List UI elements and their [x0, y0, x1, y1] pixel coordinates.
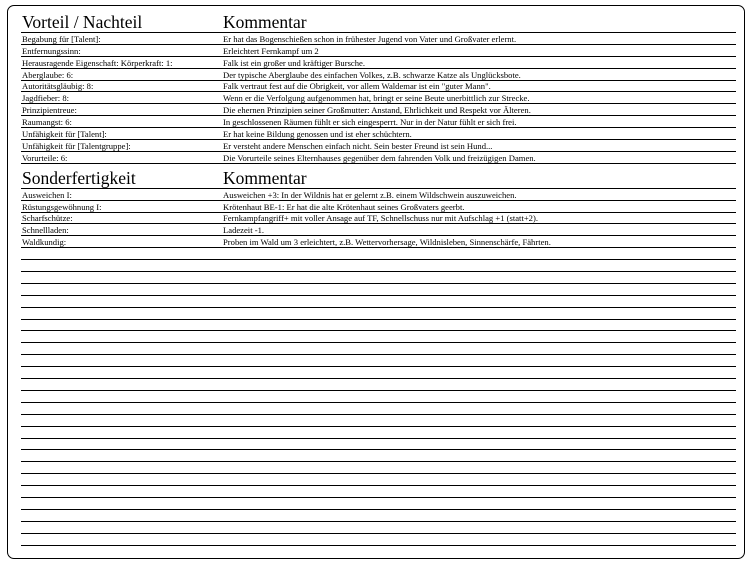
row-name: Raumangst: 6:: [22, 117, 72, 128]
vorteile-header-comment: Kommentar: [223, 12, 307, 32]
table-row: [21, 189, 736, 201]
blank-line: [21, 272, 736, 284]
row-name: Vorurteile: 6:: [22, 152, 68, 163]
character-sheet: [21, 11, 736, 546]
blank-line: [21, 439, 736, 451]
row-name: Schnellladen:: [22, 225, 69, 236]
blank-line: [21, 462, 736, 474]
row-name: Aberglaube: 6:: [22, 69, 74, 80]
table-row: [21, 45, 736, 57]
blank-line: [21, 522, 736, 534]
row-comment: Fernkampfangriff+ mit voller Ansage auf TF, Schnellschuss nur mit Aufschlag +1 (statt+2).: [223, 213, 538, 224]
blank-line: [21, 486, 736, 498]
vorteile-header-title: Vorteil / Nachteil: [22, 12, 143, 32]
row-comment: Er hat das Bogenschießen schon in frühester Jugend von Vater und Großvater erlernt.: [223, 33, 517, 44]
blank-line: [21, 284, 736, 296]
row-name: Ausweichen I:: [22, 189, 72, 200]
row-comment: Ausweichen +3: In der Wildnis hat er gelernt z.B. einem Wildschwein auszuweichen.: [223, 189, 517, 200]
row-name: Unfähigkeit für [Talentgruppe]:: [22, 140, 131, 151]
blank-line: [21, 355, 736, 367]
table-row: [21, 104, 736, 116]
sonderfertigkeiten-header: [21, 167, 736, 189]
table-row: [21, 201, 736, 213]
blank-line: [21, 379, 736, 391]
row-name: Begabung für [Talent]:: [22, 33, 101, 44]
sonderfertigkeiten-header-title: Sonderfertigkeit: [22, 167, 136, 188]
row-comment: Er versteht andere Menschen einfach nicht. Sein bester Freund ist sein Hund...: [223, 140, 493, 151]
blank-line: [21, 391, 736, 403]
blank-line: [21, 450, 736, 462]
row-comment: Wenn er die Verfolgung aufgenommen hat, bringt er seine Beute unerbittlich zur Strecke.: [223, 93, 530, 104]
blank-line: [21, 403, 736, 415]
table-row: [21, 140, 736, 152]
table-row: [21, 33, 736, 45]
blank-line: [21, 534, 736, 546]
row-name: Herausragende Eigenschaft: Körperkraft: 1:: [22, 57, 173, 68]
row-name: Autoritätsgläubig: 8:: [22, 81, 94, 92]
row-comment: Proben im Wald um 3 erleichtert, z.B. Wettervorhersage, Wildnisleben, Sinnenschärfe, Fährten.: [223, 237, 551, 248]
table-row: [21, 92, 736, 104]
row-name: Rüstungsgewöhnung I:: [22, 201, 102, 212]
blank-line: [21, 260, 736, 272]
row-name: Waldkundig:: [22, 237, 67, 248]
row-comment: Falk vertraut fest auf die Obrigkeit, vor allem Waldemar ist ein "guter Mann".: [223, 81, 491, 92]
row-comment: Falk ist ein großer und kräftiger Bursche.: [223, 57, 365, 68]
row-comment: Er hat keine Bildung genossen und ist eher schüchtern.: [223, 129, 412, 140]
row-comment: Die ehernen Prinzipien seiner Großmutter: Anstand, Ehrlichkeit und Respekt vor Älteren.: [223, 105, 531, 116]
blank-lines: [21, 248, 736, 545]
sonderfertigkeiten-table: [21, 189, 736, 248]
blank-line: [21, 498, 736, 510]
blank-line: [21, 427, 736, 439]
row-name: Unfähigkeit für [Talent]:: [22, 129, 107, 140]
blank-line: [21, 320, 736, 332]
row-name: Prinzipientreue:: [22, 105, 77, 116]
blank-line: [21, 343, 736, 355]
row-name: Scharfschütze:: [22, 213, 73, 224]
table-row: [21, 236, 736, 248]
row-comment: Erleichtert Fernkampf um 2: [223, 45, 319, 56]
row-comment: In geschlossenen Räumen fühlt er sich eingesperrt. Nur in der Natur fühlt er sich frei.: [223, 117, 517, 128]
row-comment: Krötenhaut BE-1: Er hat die alte Krötenhaut seines Großvaters geerbt.: [223, 201, 465, 212]
table-row: [21, 69, 736, 81]
blank-line: [21, 331, 736, 343]
table-row: [21, 213, 736, 225]
table-row: [21, 152, 736, 164]
table-row: [21, 116, 736, 128]
table-row: [21, 57, 736, 69]
blank-line: [21, 510, 736, 522]
table-row: [21, 128, 736, 140]
row-name: Entfernungssinn:: [22, 45, 81, 56]
blank-line: [21, 415, 736, 427]
vorteile-header: [21, 11, 736, 33]
row-comment: Ladezeit -1.: [223, 225, 265, 236]
blank-line: [21, 367, 736, 379]
vorteile-table: [21, 33, 736, 164]
blank-line: [21, 474, 736, 486]
blank-line: [21, 248, 736, 260]
table-row: [21, 224, 736, 236]
row-comment: Die Vorurteile seines Elternhauses gegenüber dem fahrenden Volk und freizügigen Damen.: [223, 152, 536, 163]
sonderfertigkeiten-header-comment: Kommentar: [223, 167, 307, 188]
blank-line: [21, 296, 736, 308]
blank-line: [21, 308, 736, 320]
row-comment: Der typische Aberglaube des einfachen Volkes, z.B. schwarze Katze als Unglücksbote.: [223, 69, 521, 80]
row-name: Jagdfieber: 8:: [22, 93, 70, 104]
table-row: [21, 81, 736, 93]
